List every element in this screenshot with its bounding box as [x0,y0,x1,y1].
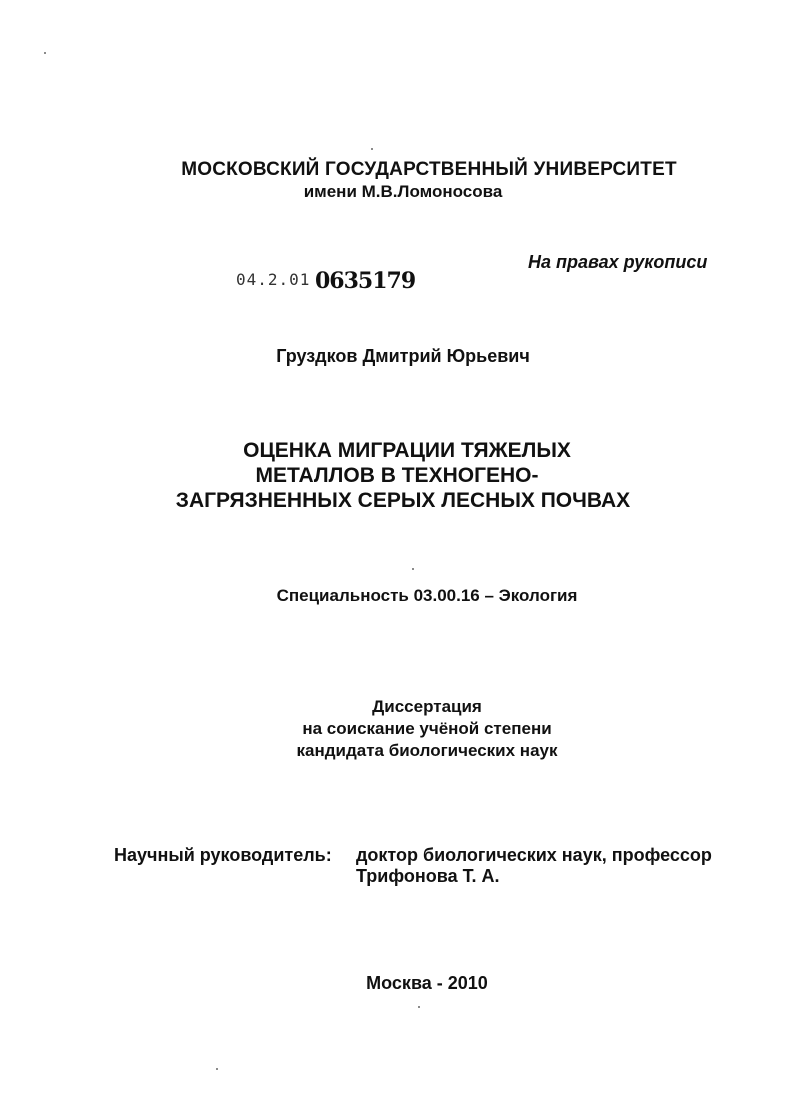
university-name: МОСКОВСКИЙ ГОСУДАРСТВЕННЫЙ УНИВЕРСИТЕТ [181,159,677,180]
registration-stamp-printed: 04.2.01 [236,270,311,289]
thesis-title-line: ЗАГРЯЗНЕННЫХ СЕРЫХ ЛЕСНЫХ ПОЧВАХ [175,489,631,512]
thesis-title-line: МЕТАЛЛОВ В ТЕХНОГЕНО- [255,464,539,487]
scan-speck [216,1068,218,1070]
dissertation-degree: кандидата биологических наук [296,741,558,760]
scan-speck [418,1006,420,1008]
dissertation-purpose: на соискание учёной степени [302,719,552,738]
specialty: Специальность 03.00.16 – Экология [276,586,578,605]
scan-speck [412,568,414,570]
manuscript-rights-note: На правах рукописи [528,252,708,272]
scan-speck [371,148,373,150]
supervisor-degree: доктор биологических наук, профессор [356,845,712,865]
supervisor-label: Научный руководитель: [114,845,332,865]
supervisor-name: Трифонова Т. А. [356,866,500,886]
dissertation-type: Диссертация [372,697,482,716]
registration-number-handwritten: 0635179 [315,268,416,294]
university-named-after: имени М.В.Ломоносова [303,182,503,201]
thesis-title-line: ОЦЕНКА МИГРАЦИИ ТЯЖЕЛЫХ [243,439,571,462]
city-year: Москва - 2010 [366,973,488,993]
author-name: Груздков Дмитрий Юрьевич [276,346,530,366]
scan-speck [44,52,46,54]
